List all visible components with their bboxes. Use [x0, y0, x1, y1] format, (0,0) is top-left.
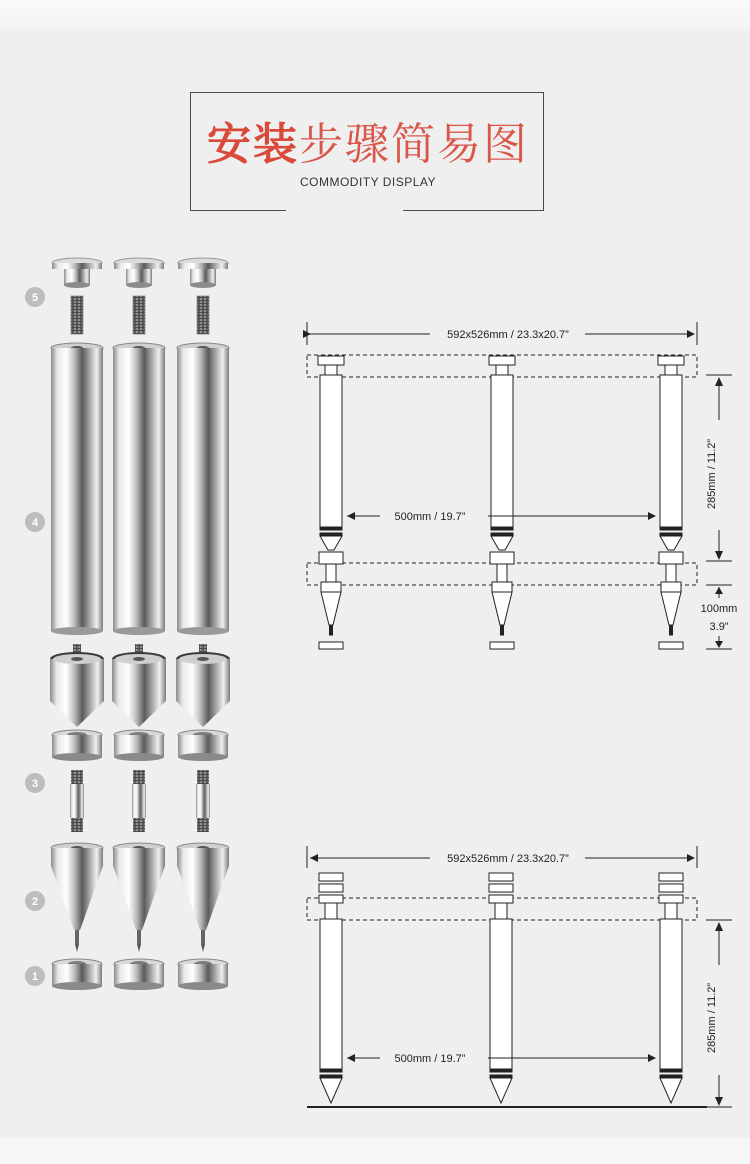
diagram-bottom	[307, 846, 732, 1107]
step-badge-2	[25, 891, 45, 911]
step-badge-1	[25, 966, 45, 986]
top-lower-height-label-2: 3.9”	[709, 621, 729, 633]
top-width-label: 592x526mm / 23.3x20.7”	[447, 329, 569, 341]
column-part-2	[112, 258, 166, 990]
step-label-3: 3	[31, 778, 39, 790]
bottom-height-label: 285mm / 11.2”	[706, 982, 718, 1054]
step-label-4: 4	[31, 517, 39, 529]
title-part-2: 步骤简易图	[299, 119, 529, 170]
bottom-pillar-right	[659, 873, 683, 1103]
step-label-1: 1	[31, 971, 39, 983]
step-label-5: 5	[31, 292, 39, 304]
step-badge-3	[25, 773, 45, 793]
step-badge-4	[25, 512, 45, 532]
diagram-top	[307, 322, 737, 649]
top-pillar-right	[658, 356, 684, 649]
top-height-label: 285mm / 11.2”	[706, 438, 718, 510]
top-pillar-middle	[489, 356, 515, 649]
title-part-1: 安装	[207, 119, 299, 170]
bottom-pillar-middle	[489, 873, 513, 1103]
top-lower-height-label-1: 100mm	[700, 603, 738, 615]
column-part-1	[50, 258, 104, 990]
bottom-spacing-label: 500mm / 19.7”	[394, 1053, 466, 1065]
step-badge-5	[25, 287, 45, 307]
top-spacing-label: 500mm / 19.7”	[394, 511, 466, 523]
step-label-2: 2	[31, 896, 39, 908]
bottom-width-label: 592x526mm / 23.3x20.7”	[447, 853, 569, 865]
top-pillar-left	[318, 356, 344, 649]
bottom-pillar-left	[319, 873, 343, 1103]
column-part-3	[176, 258, 230, 990]
page-subtitle: COMMODITY DISPLAY	[299, 175, 437, 189]
